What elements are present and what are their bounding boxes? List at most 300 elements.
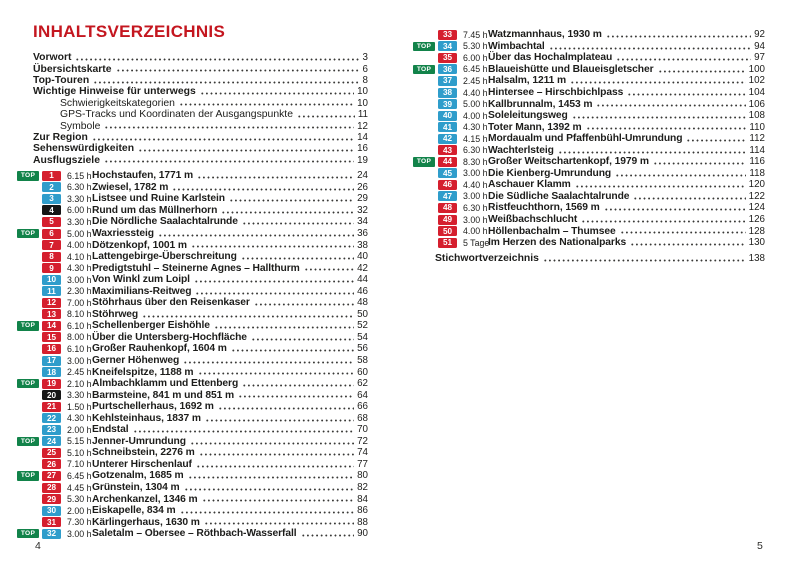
difficulty-badge: 14 xyxy=(42,321,61,331)
toc-entry-page: 3 xyxy=(362,52,368,64)
tour-title: Stöhrweg xyxy=(92,308,139,320)
tour-entry xyxy=(413,202,765,214)
tour-title: Purtschellerhaus, 1692 m xyxy=(92,401,214,413)
difficulty-badge: 48 xyxy=(438,203,457,213)
top-badge-column xyxy=(413,65,435,75)
tour-title: Kärlingerhaus, 1630 m xyxy=(92,516,200,528)
difficulty-badge: 29 xyxy=(42,494,61,504)
tour-page: 44 xyxy=(357,274,368,286)
tour-entry xyxy=(413,214,765,226)
tour-duration: 6.45 h xyxy=(463,64,488,75)
tour-title: Wachterlsteig xyxy=(488,144,554,156)
tour-duration: 7.00 h xyxy=(67,297,92,308)
top-badge-column xyxy=(17,321,39,331)
top-badge-column xyxy=(413,157,435,167)
dot-leader xyxy=(242,222,354,225)
top-badge-column xyxy=(17,379,39,389)
tour-title: Kallbrunnalm, 1453 m xyxy=(488,98,593,110)
tour-title: Von Winkl zum Loipl xyxy=(92,274,190,286)
dot-leader xyxy=(231,349,354,352)
dot-leader xyxy=(158,234,354,237)
difficulty-badge: 42 xyxy=(438,134,457,144)
dot-leader xyxy=(92,138,354,141)
tour-title: Unterer Hirschenlauf xyxy=(92,458,192,470)
tour-duration: 3.00 h xyxy=(463,214,488,225)
dot-leader xyxy=(194,280,354,283)
tour-title: Lattengebirge-Überschreitung xyxy=(92,251,237,263)
difficulty-badge: 22 xyxy=(42,413,61,423)
top-badge-column xyxy=(17,183,39,193)
tour-duration: 5.10 h xyxy=(67,447,92,458)
tour-page: 74 xyxy=(357,447,368,459)
tour-page: 128 xyxy=(748,225,765,237)
tour-entry xyxy=(17,493,368,505)
dot-leader xyxy=(190,442,354,445)
toc-entry-page: 14 xyxy=(357,131,368,143)
tour-title: Ristfeuchthorn, 1569 m xyxy=(488,202,600,214)
tour-page: 34 xyxy=(357,216,368,228)
tour-page: 24 xyxy=(357,170,368,182)
top-badge-column xyxy=(413,192,435,202)
tour-page: 116 xyxy=(749,156,765,168)
tour-entry xyxy=(17,285,368,297)
tour-entry xyxy=(413,41,765,53)
dot-leader xyxy=(214,326,354,329)
dot-leader xyxy=(197,176,354,179)
top-badge-column xyxy=(17,437,39,447)
tour-entry xyxy=(17,332,368,344)
tour-page: 112 xyxy=(749,133,765,145)
tour-entry xyxy=(413,64,765,76)
dot-leader xyxy=(570,81,746,84)
dot-leader xyxy=(221,211,354,214)
dot-leader xyxy=(686,139,746,142)
tour-duration: 4.40 h xyxy=(463,87,488,98)
tour-duration: 6.30 h xyxy=(463,202,488,213)
dot-leader xyxy=(198,372,355,375)
difficulty-badge: 18 xyxy=(42,367,61,377)
tour-entry xyxy=(413,110,765,122)
tour-entry xyxy=(17,482,368,494)
toc-entry-page: 19 xyxy=(357,154,368,166)
dot-leader xyxy=(586,127,747,130)
tour-entry xyxy=(413,75,765,87)
tour-page: 54 xyxy=(357,331,368,343)
difficulty-badge: 31 xyxy=(42,517,61,527)
tour-entry xyxy=(17,412,368,424)
tour-duration: 5.30 h xyxy=(67,494,92,505)
difficulty-badge: 28 xyxy=(42,483,61,493)
dot-leader xyxy=(138,149,354,152)
tour-title: Hintersee – Hirschbichlpass xyxy=(488,87,624,98)
tour-title: Aschauer Klamm xyxy=(488,179,571,191)
difficulty-badge: 2 xyxy=(42,182,61,192)
tour-entry xyxy=(17,228,368,240)
tour-title: Endstal xyxy=(92,424,129,436)
tour-title: Kneifelspitze, 1188 m xyxy=(92,366,194,378)
toc-entry-page: 10 xyxy=(357,86,368,98)
tour-entry xyxy=(413,98,765,110)
top-badge: TOP xyxy=(17,229,39,239)
top-badge-column xyxy=(17,483,39,493)
toc-entry xyxy=(33,52,368,63)
tour-title: Saletalm – Obersee – Röthbach-Wasserfall xyxy=(92,528,297,540)
top-badge-column xyxy=(413,134,435,144)
dot-leader xyxy=(543,259,746,262)
tour-duration: 4.30 h xyxy=(67,413,92,424)
tour-page: 97 xyxy=(754,52,765,64)
tour-duration: 6.10 h xyxy=(67,320,92,331)
tour-duration: 4.00 h xyxy=(67,240,92,251)
tour-page: 122 xyxy=(748,190,765,202)
top-badge-column xyxy=(17,367,39,377)
tour-entry xyxy=(413,133,765,145)
dot-leader xyxy=(604,208,746,211)
tour-page: 108 xyxy=(748,110,765,122)
tour-page: 80 xyxy=(357,470,368,482)
difficulty-badge: 3 xyxy=(42,194,61,204)
difficulty-badge: 44 xyxy=(438,157,457,167)
difficulty-badge: 9 xyxy=(42,263,61,273)
dot-leader xyxy=(142,315,354,318)
difficulty-badge: 6 xyxy=(42,229,61,239)
tour-title: Gerner Höhenweg xyxy=(92,355,180,367)
tour-page: 130 xyxy=(748,237,765,249)
dot-leader xyxy=(615,174,746,177)
top-badge-column xyxy=(413,111,435,121)
tour-page: 110 xyxy=(749,121,765,133)
tour-page: 77 xyxy=(357,458,368,470)
tour-title: Schneibstein, 2276 m xyxy=(92,447,195,459)
difficulty-badge: 35 xyxy=(438,53,457,63)
top-badge: TOP xyxy=(413,157,435,167)
dot-leader xyxy=(581,220,745,223)
top-badge: TOP xyxy=(17,471,39,481)
toc-entry xyxy=(33,120,368,131)
tour-title: Eiskapelle, 834 m xyxy=(92,505,176,517)
tour-duration: 2.30 h xyxy=(67,286,92,297)
dot-leader xyxy=(558,151,747,154)
dot-leader xyxy=(199,453,354,456)
tour-page: 106 xyxy=(748,98,765,110)
tour-duration: 3.00 h xyxy=(67,528,92,539)
tour-title: Die Nördliche Saalachtalrunde xyxy=(92,216,238,228)
dot-leader xyxy=(572,116,746,119)
difficulty-badge: 43 xyxy=(438,145,457,155)
tour-title: Im Herzen des Nationalparks xyxy=(488,237,627,249)
top-badge-column xyxy=(413,42,435,52)
tour-title: Schellenberger Eishöhle xyxy=(92,320,210,332)
tour-entry xyxy=(17,528,368,540)
difficulty-badge: 34 xyxy=(438,41,457,51)
tour-page: 32 xyxy=(357,204,368,216)
tour-page: 40 xyxy=(357,251,368,263)
dot-leader xyxy=(304,268,354,271)
tour-title: Grünstein, 1304 m xyxy=(92,482,180,494)
dot-leader xyxy=(104,160,354,163)
tour-title: Großer Weitschartenkopf, 1979 m xyxy=(488,156,649,168)
tour-title: Watzmannhaus, 1930 m xyxy=(488,29,602,41)
top-badge-column xyxy=(17,448,39,458)
tour-entry xyxy=(17,239,368,251)
toc-entry-label: Ausflugsziele xyxy=(33,154,100,166)
tour-title: Archenkanzel, 1346 m xyxy=(92,493,198,505)
dot-leader xyxy=(301,534,355,537)
dot-leader xyxy=(297,115,355,118)
top-badge-column xyxy=(17,494,39,504)
tour-duration: 5.00 h xyxy=(463,99,488,110)
tour-duration: 2.45 h xyxy=(463,75,488,86)
tour-page: 90 xyxy=(357,528,368,540)
tour-page: 114 xyxy=(749,144,765,156)
tour-title: Soleleitungsweg xyxy=(488,110,568,122)
dot-leader xyxy=(191,245,354,248)
tour-page: 72 xyxy=(357,435,368,447)
toc-entry xyxy=(33,63,368,74)
difficulty-badge: 37 xyxy=(438,76,457,86)
tour-title: Predigtstuhl – Steinerne Agnes – Hallthurm xyxy=(92,262,300,274)
top-badge-column xyxy=(413,238,435,248)
toc-entry-label: Symbole xyxy=(60,120,101,132)
tour-duration: 1.50 h xyxy=(67,401,92,412)
difficulty-badge: 39 xyxy=(438,99,457,109)
tour-duration: 8.30 h xyxy=(463,156,488,167)
tour-entry xyxy=(17,516,368,528)
tour-list-right xyxy=(413,29,765,248)
top-badge-column xyxy=(17,275,39,285)
difficulty-badge: 49 xyxy=(438,215,457,225)
top-badge-column xyxy=(17,298,39,308)
top-badge-column xyxy=(17,206,39,216)
tour-title: Großer Rauhenkopf, 1604 m xyxy=(92,343,227,355)
tour-page: 120 xyxy=(748,179,765,191)
tour-entry xyxy=(17,274,368,286)
dot-leader xyxy=(241,257,354,260)
tour-duration: 3.00 h xyxy=(67,274,92,285)
tour-page: 86 xyxy=(357,505,368,517)
top-badge-column xyxy=(413,203,435,213)
difficulty-badge: 25 xyxy=(42,448,61,458)
tour-page: 82 xyxy=(357,482,368,494)
tour-duration: 2.45 h xyxy=(67,367,92,378)
dot-leader xyxy=(116,69,360,72)
toc-entry-label: Sehenswürdigkeiten xyxy=(33,143,135,155)
tour-page: 64 xyxy=(357,389,368,401)
tour-entry xyxy=(17,262,368,274)
tour-page: 84 xyxy=(357,493,368,505)
tour-title: Gotzenalm, 1685 m xyxy=(92,470,184,482)
tour-duration: 4.45 h xyxy=(67,482,92,493)
difficulty-badge: 33 xyxy=(438,30,457,40)
difficulty-badge: 46 xyxy=(438,180,457,190)
tour-duration: 3.00 h xyxy=(67,355,92,366)
top-badge-column xyxy=(413,76,435,86)
difficulty-badge: 38 xyxy=(438,88,457,98)
difficulty-badge: 5 xyxy=(42,217,61,227)
tour-page: 36 xyxy=(357,228,368,239)
tour-title: Mordaualm und Pfaffenbühl-Umrundung xyxy=(488,133,683,145)
tour-page: 38 xyxy=(357,239,368,251)
toc-entry-label: Vorwort xyxy=(33,52,72,64)
tour-duration: 2.00 h xyxy=(67,424,92,435)
dot-leader xyxy=(653,162,746,165)
tour-page: 70 xyxy=(357,424,368,436)
difficulty-badge: 30 xyxy=(42,506,61,516)
tour-page: 68 xyxy=(357,412,368,424)
tour-page: 94 xyxy=(754,40,765,52)
tour-entry xyxy=(17,459,368,471)
tour-page: 104 xyxy=(748,87,765,98)
tour-entry xyxy=(413,144,765,156)
toc-entry xyxy=(33,143,368,154)
top-badge-column xyxy=(413,215,435,225)
dot-leader xyxy=(172,188,354,191)
dot-leader xyxy=(616,58,751,61)
difficulty-badge: 11 xyxy=(42,286,61,296)
tour-entry xyxy=(17,355,368,367)
top-badge-column xyxy=(413,145,435,155)
dot-leader xyxy=(200,92,354,95)
top-badge-column xyxy=(17,402,39,412)
toc-entry xyxy=(33,132,368,143)
top-badge-column xyxy=(413,169,435,179)
toc-entry-page: 10 xyxy=(357,97,368,109)
top-badge-column xyxy=(17,460,39,470)
top-badge-column xyxy=(17,333,39,343)
difficulty-badge: 45 xyxy=(438,168,457,178)
top-badge-column xyxy=(17,263,39,273)
tour-list-left xyxy=(17,170,368,540)
top-badge-column xyxy=(17,390,39,400)
tour-title: Wimbachtal xyxy=(488,40,545,52)
tour-title: Hochstaufen, 1771 m xyxy=(92,170,194,182)
tour-entry xyxy=(17,251,368,263)
tour-entry xyxy=(17,193,368,205)
dot-leader xyxy=(218,407,354,410)
dot-leader xyxy=(549,47,751,50)
top-badge-column xyxy=(17,240,39,250)
dot-leader xyxy=(188,476,355,479)
folio-left: 4 xyxy=(35,540,41,552)
tour-duration: 5.00 h xyxy=(67,228,92,239)
top-badge: TOP xyxy=(17,437,39,447)
tour-page: 42 xyxy=(357,262,368,274)
difficulty-badge: 16 xyxy=(42,344,61,354)
tour-page: 102 xyxy=(748,75,765,87)
top-badge-column xyxy=(413,99,435,109)
tour-duration: 2.10 h xyxy=(67,378,92,389)
top-badge: TOP xyxy=(413,42,435,52)
difficulty-badge: 23 xyxy=(42,425,61,435)
tour-entry xyxy=(17,343,368,355)
difficulty-badge: 15 xyxy=(42,332,61,342)
tour-title: Toter Mann, 1392 m xyxy=(488,121,582,133)
dot-leader xyxy=(238,395,354,398)
tour-page: 46 xyxy=(357,285,368,297)
tour-page: 60 xyxy=(357,366,368,378)
difficulty-badge: 27 xyxy=(42,471,61,481)
top-badge-column xyxy=(17,229,39,239)
tour-duration: 6.00 h xyxy=(463,52,488,63)
tour-page: 26 xyxy=(357,181,368,193)
dot-leader xyxy=(93,81,359,84)
tour-title: Listsee und Ruine Karlstein xyxy=(92,193,225,205)
tour-title: Die Südliche Saalachtalrunde xyxy=(488,190,630,202)
toc-entry-label: Wichtige Hinweise für unterwegs xyxy=(33,86,196,98)
top-badge-column xyxy=(17,194,39,204)
dot-leader xyxy=(254,303,354,306)
toc-entry-label: Schwierigkeitskategorien xyxy=(60,97,175,109)
tour-page: 100 xyxy=(748,63,765,75)
top-badge-column xyxy=(17,471,39,481)
difficulty-badge: 51 xyxy=(438,238,457,248)
tour-page: 52 xyxy=(357,320,368,332)
tour-title: Jenner-Umrundung xyxy=(92,435,186,447)
dot-leader xyxy=(575,185,746,188)
tour-page: 88 xyxy=(357,516,368,528)
folio-right: 5 xyxy=(757,540,763,552)
tour-title: Almbachklamm und Ettenberg xyxy=(92,378,239,390)
dot-leader xyxy=(630,243,746,246)
difficulty-badge: 36 xyxy=(438,64,457,74)
tour-entry xyxy=(413,29,765,41)
tour-entry xyxy=(17,216,368,228)
tour-entry xyxy=(413,121,765,133)
tour-duration: 4.00 h xyxy=(463,226,488,237)
top-badge: TOP xyxy=(17,321,39,331)
dot-leader xyxy=(251,338,354,341)
tour-page: 124 xyxy=(748,202,765,214)
dot-leader xyxy=(179,103,354,106)
tour-duration: 4.40 h xyxy=(463,179,488,190)
dot-leader xyxy=(104,126,354,129)
top-badge-column xyxy=(17,356,39,366)
tour-entry xyxy=(17,205,368,217)
top-badge-column xyxy=(17,171,39,181)
toc-entry-label: GPS-Tracks und Koordinaten der Ausgangspunkte xyxy=(60,109,293,121)
dot-leader xyxy=(196,465,354,468)
tour-entry xyxy=(17,182,368,194)
toc-entry-page: 8 xyxy=(362,74,368,86)
tour-entry xyxy=(17,366,368,378)
toc-entry-page: 11 xyxy=(357,109,368,121)
toc-entry xyxy=(33,155,368,166)
dot-leader xyxy=(242,384,354,387)
top-badge-column xyxy=(413,53,435,63)
tour-page: 58 xyxy=(357,355,368,367)
tour-title: Höllenbachalm – Thumsee xyxy=(488,225,616,237)
difficulty-badge: 41 xyxy=(438,122,457,132)
tour-entry xyxy=(17,401,368,413)
tour-duration: 3.00 h xyxy=(463,168,488,179)
dot-leader xyxy=(133,430,355,433)
tour-entry xyxy=(17,320,368,332)
tour-duration: 4.00 h xyxy=(463,110,488,121)
tour-entry xyxy=(413,179,765,191)
tour-duration: 6.15 h xyxy=(67,170,92,181)
tour-title: Die Kienberg-Umrundung xyxy=(488,167,612,179)
tour-entry xyxy=(413,52,765,64)
tour-duration: 5 Tage xyxy=(463,237,490,248)
tour-duration: 3.30 h xyxy=(67,216,92,227)
top-badge-column xyxy=(17,344,39,354)
toc-entry xyxy=(33,98,368,109)
top-badge-column xyxy=(413,122,435,132)
top-badge-column xyxy=(413,226,435,236)
toc-entry xyxy=(33,75,368,86)
tour-entry xyxy=(17,170,368,182)
dot-leader xyxy=(202,499,354,502)
